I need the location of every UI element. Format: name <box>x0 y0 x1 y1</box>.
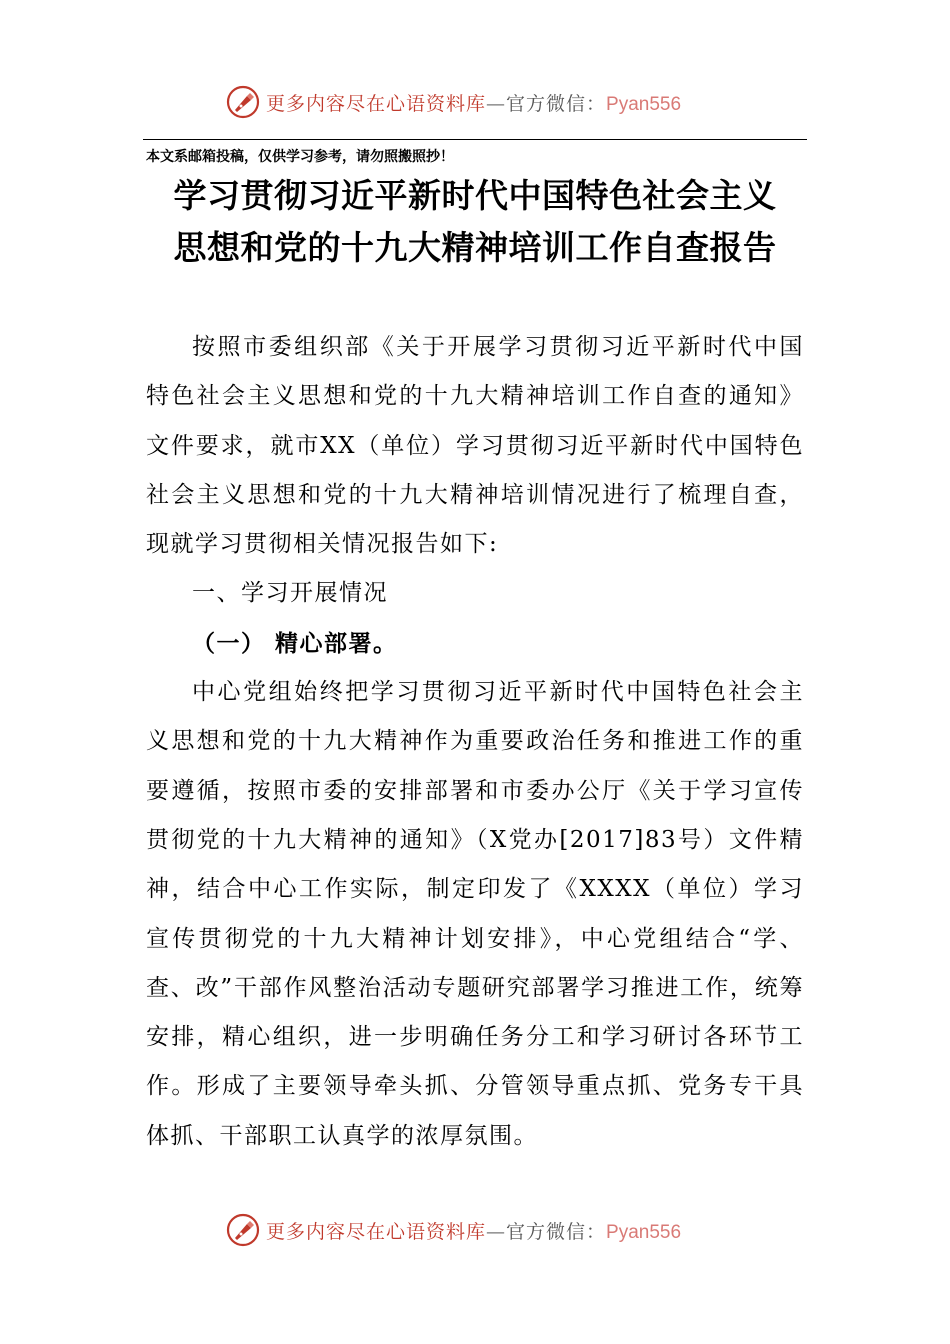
document-body <box>146 323 804 1161</box>
banner-text: 更多内容尽在心语资料库—官方微信：Pyan556 <box>266 92 682 115</box>
body-paragraph: 中心党组始终把学习贯彻习近平新时代中国特色社会主义思想和党的十九大精神作为重要政治任务和推进工作的重要遵循，按照市委的安排部署和市委办公厅《关于学习宣传贯彻党的十九大精神的通知》（X党办[2017]83号）文件精神，结合中心工作实际，制定印发了《XXXX（单位）学习宣传贯彻党的十九大精神计划安排》，中心党组结合“学、查、改”干部作风整治活动专题研究部署学习推进工作，统筹安排，精心组织，进一步明确任务分工和学习研讨各环节工作。形成了主要领导牵头抓、分管领导重点抓、党务专干具体抓、干部职工认真学的浓厚氛围。 <box>146 679 804 1149</box>
pen-nib-logo-icon <box>226 85 260 119</box>
header-rule <box>143 139 807 140</box>
subsection-heading: （一） 精心部署。 <box>192 629 398 657</box>
header-banner <box>0 82 950 122</box>
document-title-line-2: 思想和党的十九大精神培训工作自查报告 <box>173 228 777 267</box>
banner-text: 更多内容尽在心语资料库—官方微信：Pyan556 <box>266 1220 682 1243</box>
document-title-line-1: 学习贯彻习近平新时代中国特色社会主义 <box>173 176 777 215</box>
intro-paragraph: 按照市委组织部《关于开展学习贯彻习近平新时代中国特色社会主义思想和党的十九大精神培训工作自查的通知》文件要求，就市XX（单位）学习贯彻习近平新时代中国特色社会主义思想和党的十九大精神培训情况进行了梳理自查，现就学习贯彻相关情况报告如下: <box>146 334 804 558</box>
submission-notice: 本文系邮箱投稿，仅供学习参考，请勿照搬照抄！ <box>146 149 454 165</box>
pen-nib-logo-icon <box>226 1213 260 1247</box>
section-heading: 一、学习开展情况 <box>192 580 388 607</box>
footer-banner <box>0 1210 950 1250</box>
